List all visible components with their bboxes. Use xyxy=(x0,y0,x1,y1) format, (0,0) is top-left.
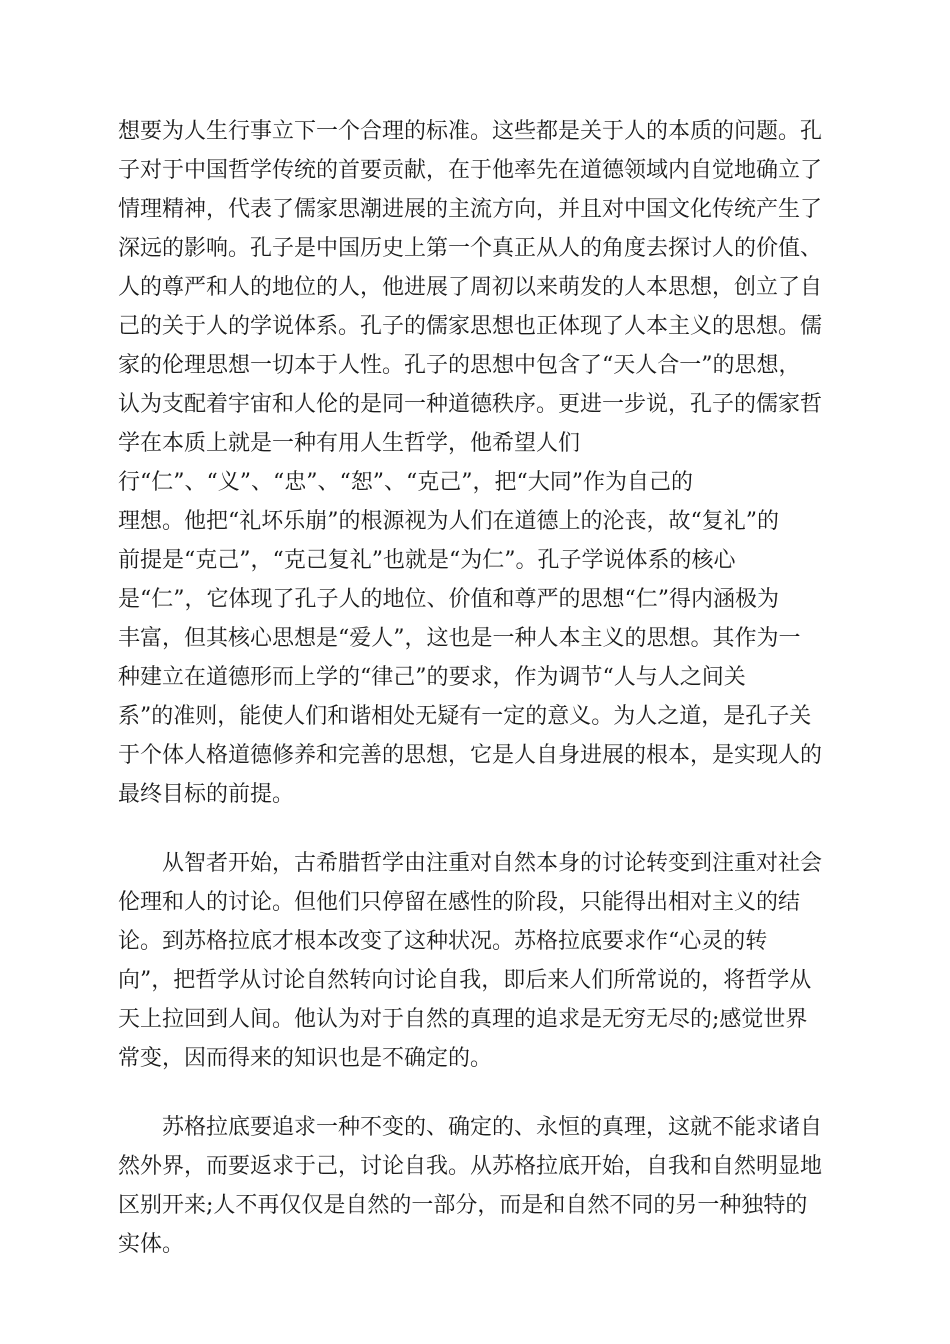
text-line: 种建立在道德形而上学的“律己”的要求，作为调节“人与人之间关 xyxy=(118,665,746,690)
text-line: 苏格拉底要追求一种不变的、确定的、永恒的真理，这就不能求诸自 xyxy=(162,1115,823,1140)
text-line: 天上拉回到人间。他认为对于自然的真理的追求是无穷无尽的;感觉世界 xyxy=(118,1007,808,1032)
text-line: 认为支配着宇宙和人伦的是同一种道德秩序。更进一步说，孔子的儒家哲 xyxy=(118,392,823,417)
text-line: 实体。 xyxy=(118,1232,185,1257)
text-line: 伦理和人的讨论。但他们只停留在感性的阶段，只能得出相对主义的结 xyxy=(118,890,801,915)
paragraph-confucius xyxy=(118,112,834,814)
paragraph-sophists xyxy=(118,844,834,1078)
text-line: 是“仁”，它体现了孔子人的地位、价值和尊严的思想“仁”得内涵极为 xyxy=(118,587,779,612)
text-line: 情理精神，代表了儒家思潮进展的主流方向，并且对中国文化传统产生了 xyxy=(118,197,823,222)
text-line: 家的伦理思想一切本于人性。孔子的思想中包含了“天人合一”的思想， xyxy=(118,353,801,378)
text-line: 学在本质上就是一种有用人生哲学，他希望人们 xyxy=(118,431,581,456)
paragraph-socrates xyxy=(118,1108,834,1264)
text-line: 向”，把哲学从讨论自然转向讨论自我，即后来人们所常说的，将哲学从 xyxy=(118,968,812,993)
text-line: 行“仁”、“义”、“忠”、“恕”、“克己”，把“大同”作为自己的 xyxy=(118,470,693,495)
text-line: 系”的准则，能使人们和谐相处无疑有一定的意义。为人之道，是孔子关 xyxy=(118,704,812,729)
text-line: 常变，因而得来的知识也是不确定的。 xyxy=(118,1046,493,1071)
text-line: 人的尊严和人的地位的人，他进展了周初以来萌发的人本思想，创立了自 xyxy=(118,275,823,300)
text-line: 论。到苏格拉底才根本改变了这种状况。苏格拉底要求作“心灵的转 xyxy=(118,929,768,954)
text-line: 从智者开始，古希腊哲学由注重对自然本身的讨论转变到注重对社会 xyxy=(162,851,823,876)
text-line: 丰富，但其核心思想是“爱人”，这也是一种人本主义的思想。其作为一 xyxy=(118,626,801,651)
text-line: 区别开来;人不再仅仅是自然的一部分，而是和自然不同的另一种独特的 xyxy=(118,1193,808,1218)
document-page xyxy=(118,112,834,1264)
text-line: 想要为人生行事立下一个合理的标准。这些都是关于人的本质的问题。孔 xyxy=(118,119,823,144)
text-line: 理想。他把“礼坏乐崩”的根源视为人们在道德上的沦丧，故“复礼”的 xyxy=(118,509,779,534)
text-line: 然外界，而要返求于己，讨论自我。从苏格拉底开始，自我和自然明显地 xyxy=(118,1154,823,1179)
text-line: 深远的影响。孔子是中国历史上第一个真正从人的角度去探讨人的价值、 xyxy=(118,236,823,261)
text-line: 子对于中国哲学传统的首要贡献，在于他率先在道德领域内自觉地确立了 xyxy=(118,158,823,183)
text-line: 最终目标的前提。 xyxy=(118,782,295,807)
text-line: 己的关于人的学说体系。孔子的儒家思想也正体现了人本主义的思想。儒 xyxy=(118,314,823,339)
text-line: 于个体人格道德修养和完善的思想，它是人自身进展的根本，是实现人的 xyxy=(118,743,823,768)
text-line: 前提是“克己”，“克己复礼”也就是“为仁”。孔子学说体系的核心 xyxy=(118,548,736,573)
